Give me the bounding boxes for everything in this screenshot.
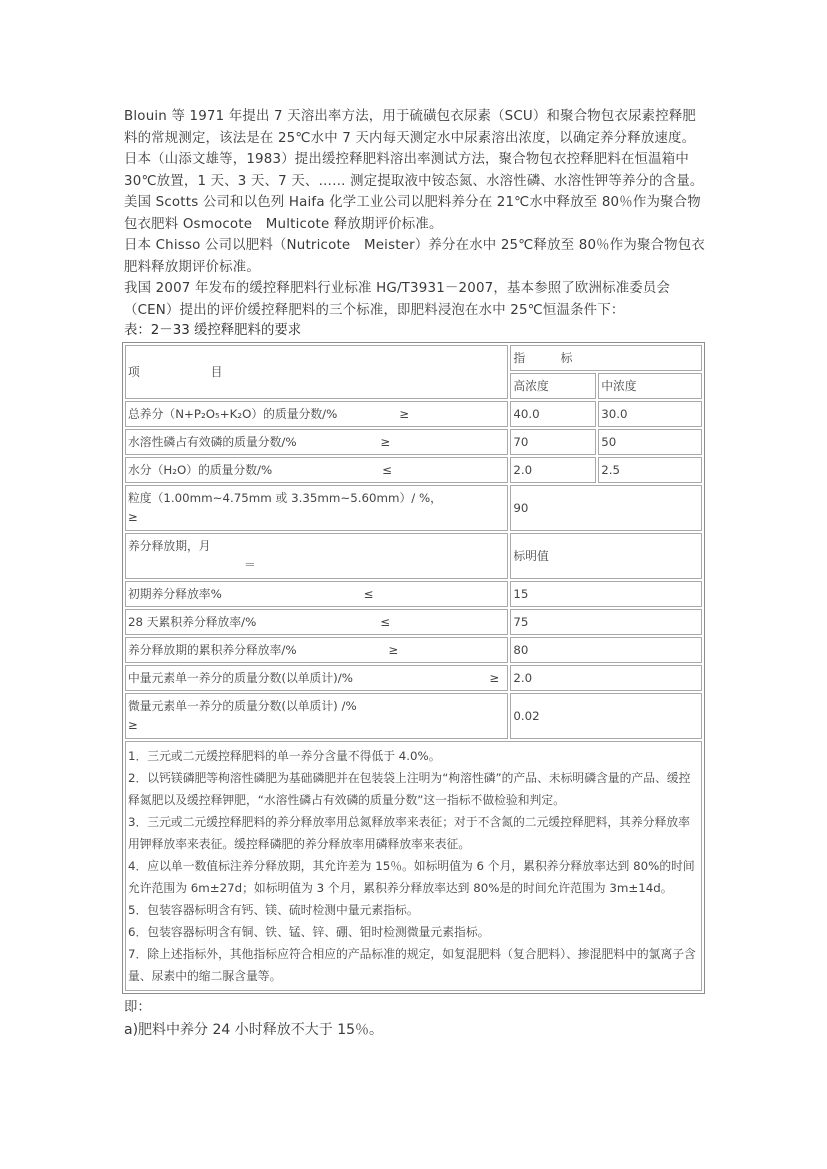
row-value: 标明值 <box>510 533 702 579</box>
row-label <box>125 533 508 579</box>
row-label <box>125 485 508 531</box>
paragraph-china-standard: 我国 2007 年发布的缓控释肥料行业标准 HG/T3931－2007，基本参照了欧洲标准委员会（CEN）提出的评价缓控释肥料的三个标准，即肥料浸泡在水中 25℃恒温条件下： <box>124 281 671 318</box>
row-symbol: ≤ <box>363 586 374 601</box>
document-page <box>124 106 706 1041</box>
note-item: 4．应以单一数值标注养分释放期，其允许差为 15％。如标明值为 6 个月，累积养分释放率达到 80%的时间允许范围为 6m±27d；如标明值为 3 个月，累积养分释放率达到 80%是的时间允许范围为 3m±14d。 <box>128 859 695 895</box>
row-label-text: 养分释放期，月 <box>128 539 211 553</box>
row-high: 2.0 <box>510 457 596 483</box>
header-item <box>125 345 508 399</box>
header-high: 高浓度 <box>510 373 596 399</box>
row-label <box>125 401 508 427</box>
header-mid: 中浓度 <box>598 373 702 399</box>
row-label <box>125 429 508 455</box>
row-value: 0.02 <box>510 693 702 739</box>
table-row <box>125 533 702 579</box>
table-caption: 表：2－33 缓控释肥料的要求 <box>124 323 302 338</box>
paragraph-scotts-haifa: 美国 Scotts 公司和以色列 Haifa 化学工业公司以肥料养分在 21℃水中释放至 80％作为聚合物包衣肥料 Osmocote Multicote 释放期评价标准。 <box>124 195 701 232</box>
row-symbol: ≥ <box>399 406 410 421</box>
row-high: 70 <box>510 429 596 455</box>
row-symbol: ≥ <box>380 434 391 449</box>
table-row <box>125 429 702 455</box>
table-row <box>125 637 702 663</box>
note-item: 5．包装容器标明含有钙、镁、硫时检测中量元素指标。 <box>128 903 419 917</box>
row-label <box>125 665 508 691</box>
note-item: 1．三元或二元缓控释肥料的单一养分含量不得低于 4.0%。 <box>128 749 441 763</box>
note-item: 6．包装容器标明含有铜、铁、锰、锌、硼、钼时检测微量元素指标。 <box>128 925 490 939</box>
row-label-text: 养分释放期的累积养分释放率/% <box>128 642 297 657</box>
row-label <box>125 457 508 483</box>
row-label <box>125 693 508 739</box>
row-label-text: 28 天累积养分释放率/% <box>128 614 257 629</box>
row-label-text: 中量元素单一养分的质量分数(以单质计)/% <box>128 670 353 685</box>
table-row <box>125 609 702 635</box>
row-symbol: ≤ <box>382 462 393 477</box>
paragraph-japan-method: 日本（山添文雄等，1983）提出缓控释肥料溶出率测试方法，聚合物包衣控释肥料在恒温箱中 30℃放置，1 天、3 天、7 天、…… 测定提取液中铵态氮、水溶性磷、水溶性钾等养分的含量。 <box>124 152 704 189</box>
header-indicator: 指 标 <box>510 345 702 371</box>
table-row <box>125 457 702 483</box>
row-label-text: 粒度（1.00mm~4.75mm 或 3.35mm~5.60mm）/ %， <box>128 491 442 505</box>
table-notes-row <box>125 741 702 991</box>
table-row <box>125 485 702 531</box>
row-mid: 2.5 <box>598 457 702 483</box>
table-row <box>125 581 702 607</box>
row-mid: 30.0 <box>598 401 702 427</box>
after-table-lead: 即： <box>124 1000 151 1015</box>
row-label-text: 总养分（N+P₂O₅+K₂O）的质量分数/% <box>128 406 338 421</box>
note-item: 3．三元或二元缓控释肥料的养分释放率用总氮释放率来表征；对于不含氮的二元缓控释肥料，其养分释放率用钾释放率来表征。缓控释磷肥的养分释放率用磷释放率来表征。 <box>128 815 690 851</box>
row-symbol: ≥ <box>128 718 138 732</box>
row-label-text: 微量元素单一养分的质量分数(以单质计) /% <box>128 699 357 713</box>
row-value: 15 <box>510 581 702 607</box>
row-label-text: 水分（H₂O）的质量分数/% <box>128 462 273 477</box>
row-label-text: 水溶性磷占有效磷的质量分数/% <box>128 434 297 449</box>
requirements-table <box>122 342 705 994</box>
row-value: 80 <box>510 637 702 663</box>
after-table-item-a: a)肥料中养分 24 小时释放不大于 15％。 <box>124 1022 384 1038</box>
header-item-label: 项 目 <box>128 364 223 379</box>
row-high: 40.0 <box>510 401 596 427</box>
table-header-row <box>125 345 702 371</box>
row-label <box>125 581 508 607</box>
paragraph-blouin: Blouin 等 1971 年提出 7 天溶出率方法，用于硫磺包衣尿素（SCU）和聚合物包衣尿素控释肥料的常规测定，该法是在 25℃水中 7 天内每天测定水中尿素溶出浓度，以确定养分释放速度。 <box>124 109 697 146</box>
row-label <box>125 609 508 635</box>
row-symbol: ≥ <box>489 670 500 685</box>
row-symbol: ≥ <box>128 510 138 524</box>
row-symbol: ≥ <box>388 642 399 657</box>
note-item: 7．除上述指标外，其他指标应符合相应的产品标准的规定，如复混肥料（复合肥料）、掺混肥料中的氯离子含量、尿素中的缩二脲含量等。 <box>128 947 696 983</box>
row-label-text: 初期养分释放率% <box>128 586 222 601</box>
row-value: 2.0 <box>510 665 702 691</box>
row-mid: 50 <box>598 429 702 455</box>
paragraph-chisso: 日本 Chisso 公司以肥料（Nutricote Meister）养分在水中 25℃释放至 80％作为聚合物包衣肥料释放期评价标准。 <box>124 238 705 275</box>
row-value: 75 <box>510 609 702 635</box>
row-label <box>125 637 508 663</box>
table-row <box>125 401 702 427</box>
row-symbol: ＝ <box>244 558 256 572</box>
note-item: 2．以钙镁磷肥等枸溶性磷肥为基础磷肥并在包装袋上注明为“枸溶性磷”的产品、未标明磷含量的产品、缓控释氮肥以及缓控释钾肥，“水溶性磷占有效磷的质量分数”这一指标不做检验和判定。 <box>128 771 691 807</box>
table-row <box>125 693 702 739</box>
row-symbol: ≤ <box>380 614 391 629</box>
table-row <box>125 665 702 691</box>
table-notes <box>125 741 702 991</box>
row-value: 90 <box>510 485 702 531</box>
